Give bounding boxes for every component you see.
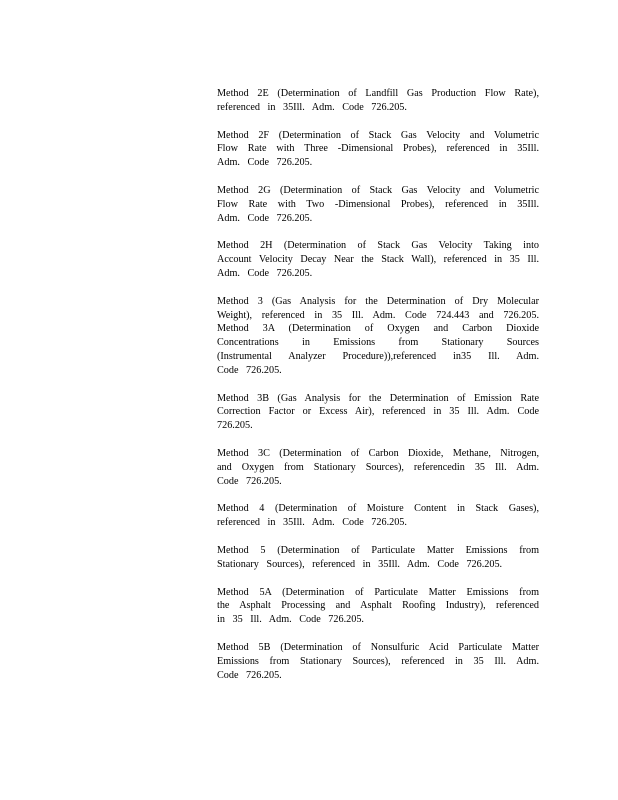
text-line: Code 726.205. — [217, 364, 282, 376]
text-line: and Oxygen from Stationary Sources), referencedin 35 Ill. Adm. — [217, 461, 539, 473]
text-line: Correction Factor or Excess Air), referenced in 35 Ill. Adm. Code — [217, 406, 539, 418]
paragraph-method-2h — [217, 239, 539, 280]
text-line: Code 726.205. — [217, 475, 282, 487]
text-line: in 35 Ill. Adm. Code 726.205. — [217, 614, 364, 626]
paragraph-method-2f — [217, 129, 539, 170]
text-line: Stationary Sources), referenced in 35Ill. Adm. Code 726.205. — [217, 558, 503, 570]
text-line: Method 2G (Determination of Stack Gas Velocity and Volumetric — [217, 184, 539, 196]
text-line: Flow Rate with Three -Dimensional Probes), referenced in 35Ill. — [217, 143, 539, 155]
paragraph-method-3b — [217, 392, 539, 433]
text-line: Method 5 (Determination of Particulate Matter Emissions from — [217, 544, 539, 556]
paragraph-method-5 — [217, 544, 539, 572]
paragraph-method-5a — [217, 586, 539, 627]
text-line: Weight), referenced in 35 Ill. Adm. Code 724.443 and 726.205. — [217, 309, 539, 321]
text-line: Method 4 (Determination of Moisture Content in Stack Gases), — [217, 503, 539, 515]
paragraph-method-3-3a — [217, 295, 539, 378]
text-line: Method 3 (Gas Analysis for the Determination of Dry Molecular — [217, 295, 539, 307]
text-line: Emissions from Stationary Sources), referenced in 35 Ill. Adm. — [217, 655, 539, 667]
text-line: Concentrations in Emissions from Stationary Sources — [217, 337, 539, 349]
text-line: 726.205. — [217, 420, 253, 432]
text-line: Method 3C (Determination of Carbon Dioxide, Methane, Nitrogen, — [217, 447, 539, 459]
text-line: Adm. Code 726.205. — [217, 212, 313, 224]
paragraph-method-5b — [217, 641, 539, 682]
text-line: Adm. Code 726.205. — [217, 157, 313, 169]
paragraph-method-2g — [217, 184, 539, 225]
text-line: Code 726.205. — [217, 669, 282, 681]
text-line: Account Velocity Decay Near the Stack Wall), referenced in 35 Ill. — [217, 254, 539, 266]
paragraph-method-2e — [217, 87, 539, 115]
paragraph-method-3c — [217, 447, 539, 488]
text-line: Method 5A (Determination of Particulate Matter Emissions from — [217, 586, 539, 598]
text-line: (Instrumental Analyzer Procedure)),referenced in35 Ill. Adm. — [217, 350, 539, 362]
text-line: Method 2E (Determination of Landfill Gas Production Flow Rate), — [217, 88, 539, 99]
text-line: Flow Rate with Two -Dimensional Probes), referenced in 35Ill. — [217, 198, 539, 210]
text-line: referenced in 35Ill. Adm. Code 726.205. — [217, 517, 407, 529]
text-line: the Asphalt Processing and Asphalt Roofing Industry), referenced — [217, 600, 539, 612]
text-line: Method 5B (Determination of Nonsulfuric Acid Particulate Matter — [217, 641, 539, 653]
text-line: Method 3B (Gas Analysis for the Determination of Emission Rate — [217, 392, 539, 404]
text-line: Method 3A (Determination of Oxygen and Carbon Dioxide — [217, 323, 539, 335]
text-line: Method 2H (Determination of Stack Gas Velocity Taking into — [217, 240, 539, 252]
text-line: Adm. Code 726.205. — [217, 267, 313, 279]
text-line: referenced in 35Ill. Adm. Code 726.205. — [217, 101, 407, 113]
paragraph-method-4 — [217, 502, 539, 530]
text-line: Method 2F (Determination of Stack Gas Velocity and Volumetric — [217, 129, 539, 141]
document-body — [217, 87, 539, 696]
